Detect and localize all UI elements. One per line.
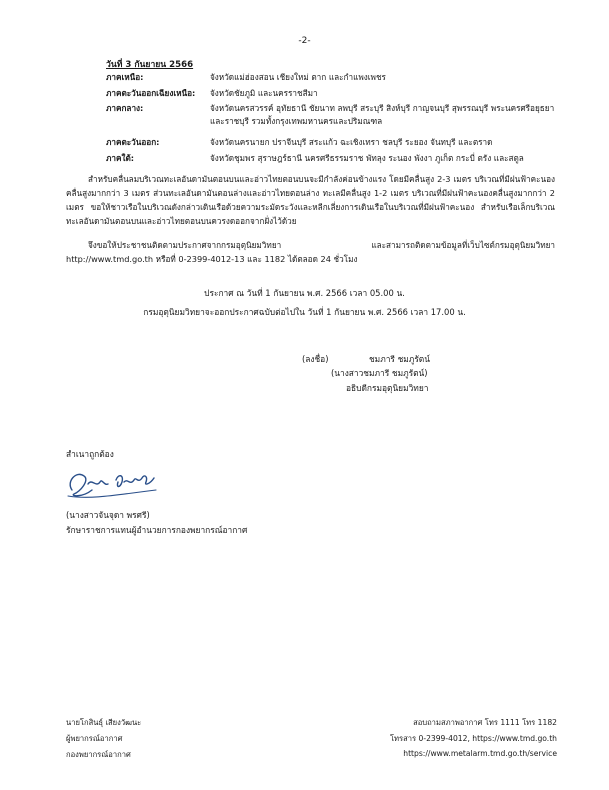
footer-forecaster-name: นายโกสินธุ์ เสียงวัฒนะ <box>66 718 142 727</box>
signer-full-name: (นางสาวชมภารี ชมภูรัตน์) <box>331 368 428 378</box>
region-provinces: จังหวัดแม่ฮ่องสอน เชียงใหม่ ตาก และกำแพงเพชร <box>210 72 386 82</box>
certifier-position: รักษาราชการแทนผู้อำนวยการกองพยากรณ์อากาศ <box>66 525 248 535</box>
region-label: ภาคตะวันออก: <box>106 137 160 147</box>
signer-position: อธิบดีกรมอุตุนิยมวิทยา <box>346 383 429 393</box>
region-provinces: จังหวัดนครนายก ปราจีนบุรี สระแก้ว ฉะเชิงเทรา ชลบุรี ระยอง จันทบุรี และตราด <box>210 137 493 147</box>
region-label: ภาคตะวันออกเฉียงเหนือ: <box>106 88 196 98</box>
region-label: ภาคกลาง: <box>106 103 144 113</box>
footer-forecaster-division: กองพยากรณ์อากาศ <box>66 750 131 759</box>
signed-label: (ลงชื่อ) <box>302 354 329 364</box>
date-heading: วันที่ 3 กันยายน 2566 <box>106 60 194 70</box>
region-provinces: จังหวัดชุมพร สุราษฎร์ธานี นครศรีธรรมราช พัทลุง ระนอง พังงา ภูเก็ต กระบี่ ตรัง และสตูล <box>210 153 524 163</box>
announced-line: ประกาศ ณ วันที่ 1 กันยายน พ.ศ. 2566 เวลา 05.00 น. <box>204 288 405 298</box>
signature-drawing <box>62 460 162 504</box>
certifier-name: (นางสาวจันจุดา พรศรี) <box>66 510 150 520</box>
handwritten-signature <box>62 460 162 504</box>
certified-heading: สำเนาถูกต้อง <box>66 449 114 459</box>
page-number: -2- <box>298 36 311 46</box>
region-provinces: จังหวัดชัยภูมิ และนครราชสีมา <box>210 88 318 98</box>
footer-phone: สอบถามสภาพอากาศ โทร 1111 โทร 1182 <box>413 718 557 727</box>
region-label: ภาคเหนือ: <box>106 72 144 82</box>
next-announcement-line: กรมอุตุนิยมวิทยาจะออกประกาศฉบับต่อไปใน วันที่ 1 กันยายน พ.ศ. 2566 เวลา 17.00 น. <box>143 307 466 317</box>
footer-forecaster-role: ผู้พยากรณ์อากาศ <box>66 734 123 743</box>
signed-name: ชมภารี ชมภูรัตน์ <box>369 354 430 364</box>
follow-paragraph-text: จึงขอให้ประชาชนติดตามประกาศจากกรมอุตุนิยมวิทยา และสามารถติดตามข้อมูลที่เว็บไซต์กรมอุตุนิยมวิทยา http://www.tmd.go.th หรือที่ 0-2399-4012-13 และ 1182 ได้ตลอด 24 ชั่วโมง <box>66 240 555 264</box>
wind-paragraph <box>66 172 555 228</box>
footer-alarm-website: https://www.metalarm.tmd.go.th/service <box>403 749 557 758</box>
wind-paragraph-text: สำหรับคลื่นลมบริเวณทะเลอันดามันตอนบนและอ่าวไทยตอนบนจะมีกำลังค่อนข้างแรง โดยมีคลื่นสูง 2-3 เมตร บริเวณที่มีฝนฟ้าคะนองคลื่นสูงมากกว่า 3 เมตร ส่วนทะเลอันดามันตอนล่างและอ่าวไทยตอนล่าง ทะเลมีคลื่นสูง 1-2 เมตร บริเวณที่มีฝนฟ้าคะนองคลื่นสูงมากกว่า 2 เมตร ขอให้ชาวเรือในบริเวณดังกล่าวเดินเรือด้วยความระมัดระวังและหลีกเลี่ยงการเดินเรือในบริเวณที่มีฝนฟ้าคะนอง สำหรับเรือเล็กบริเวณทะเลอันดามันตอนบนและอ่าวไทยตอนบนควรงดออกจากฝั่งไว้ด้วย <box>66 174 555 226</box>
follow-paragraph <box>66 238 555 266</box>
region-label: ภาคใต้: <box>106 153 135 163</box>
region-provinces: จังหวัดนครสวรรค์ อุทัยธานี ชัยนาท ลพบุรี สระบุรี สิงห์บุรี กาญจนบุรี สุพรรณบุรี พระนครศรีอยุธยา และราชบุรี รวมทั้งกรุงเทพมหานครและปริมณฑล <box>210 103 555 126</box>
footer-fax-website: โทรสาร 0-2399-4012, https://www.tmd.go.th <box>389 734 557 743</box>
